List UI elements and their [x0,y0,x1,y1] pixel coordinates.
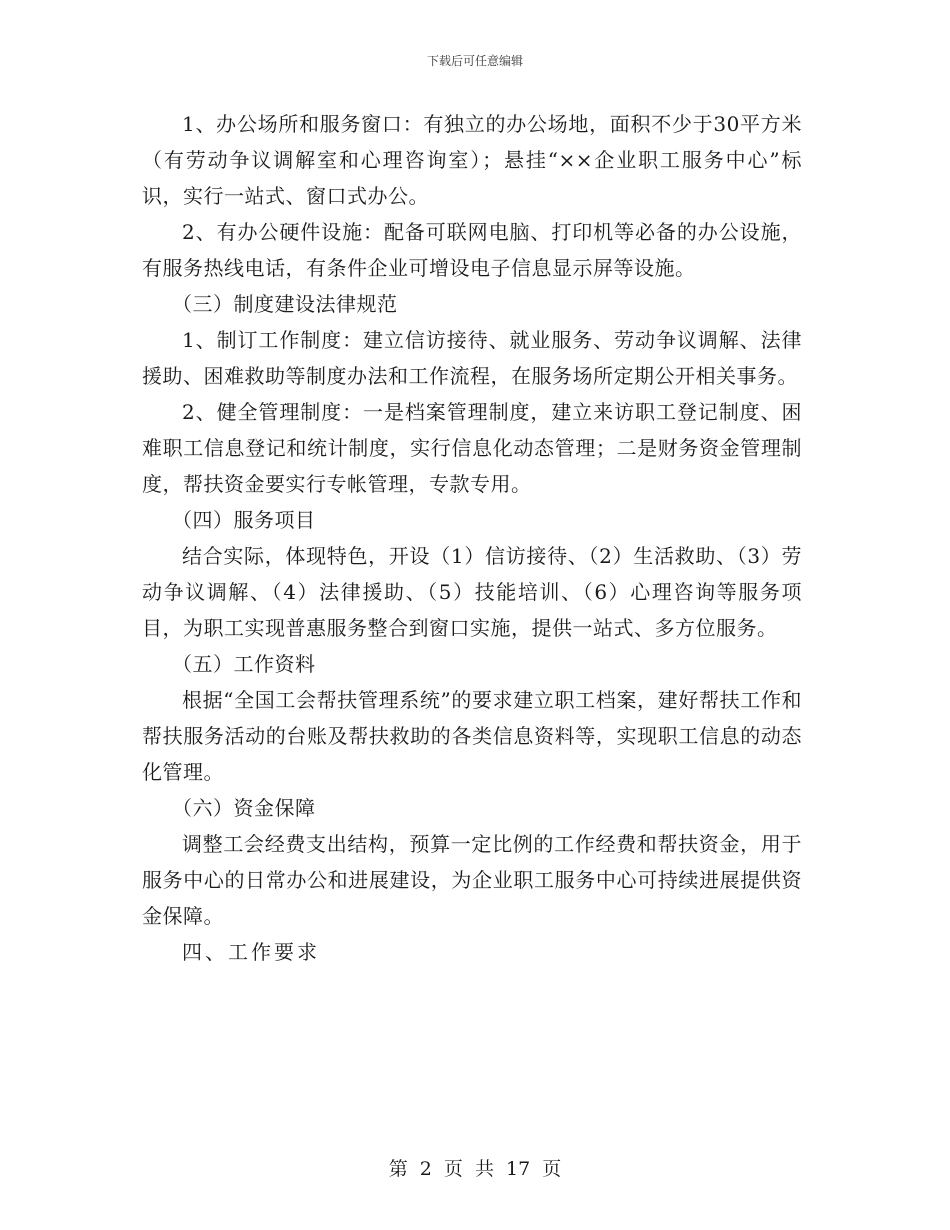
section-heading-service-items: （四）服务项目 [172,508,316,532]
page-number-footer: 第 2 页 共 17 页 [388,1158,562,1180]
paragraph-hardware: 2、有办公硬件设施：配备可联网电脑、打印机等必备的办公设施，有服务热线电话，有条件企业可增设电子信息显示屏等设施。 [142,220,802,280]
document-body [142,106,802,970]
header-note: 下载后可任意编辑 [426,54,523,68]
section-heading-work-requirements: 四、工作要求 [182,940,320,964]
paragraph-office-space: 1、办公场所和服务窗口：有独立的办公场地，面积不少于30平方米（有劳动争议调解室和心理咨询室）；悬挂“××企业职工服务中心”标识，实行一站式、窗口式办公。 [142,112,802,208]
section-heading-funding: （六）资金保障 [172,796,316,820]
paragraph-funding: 调整工会经费支出结构，预算一定比例的工作经费和帮扶资金，用于服务中心的日常办公和进展建设，为企业职工服务中心可持续进展提供资金保障。 [142,832,802,928]
section-heading-institution: （三）制度建设法律规范 [172,292,398,316]
paragraph-work-system: 1、制订工作制度：建立信访接待、就业服务、劳动争议调解、法律援助、困难救助等制度办法和工作流程，在服务场所定期公开相关事务。 [142,328,802,388]
paragraph-service-items: 结合实际，体现特色，开设（1）信访接待、（2）生活救助、（3）劳动争议调解、（4）法律援助、（5）技能培训、（6）心理咨询等服务项目，为职工实现普惠服务整合到窗口实施，提供一站式、多方位服务。 [142,544,802,640]
section-heading-work-materials: （五）工作资料 [172,652,316,676]
paragraph-work-materials: 根据“全国工会帮扶管理系统”的要求建立职工档案，建好帮扶工作和帮扶服务活动的台账及帮扶救助的各类信息资料等，实现职工信息的动态化管理。 [142,688,802,784]
paragraph-management-system: 2、健全管理制度：一是档案管理制度，建立来访职工登记制度、困难职工信息登记和统计制度，实行信息化动态管理；二是财务资金管理制度，帮扶资金要实行专帐管理，专款专用。 [142,400,802,496]
